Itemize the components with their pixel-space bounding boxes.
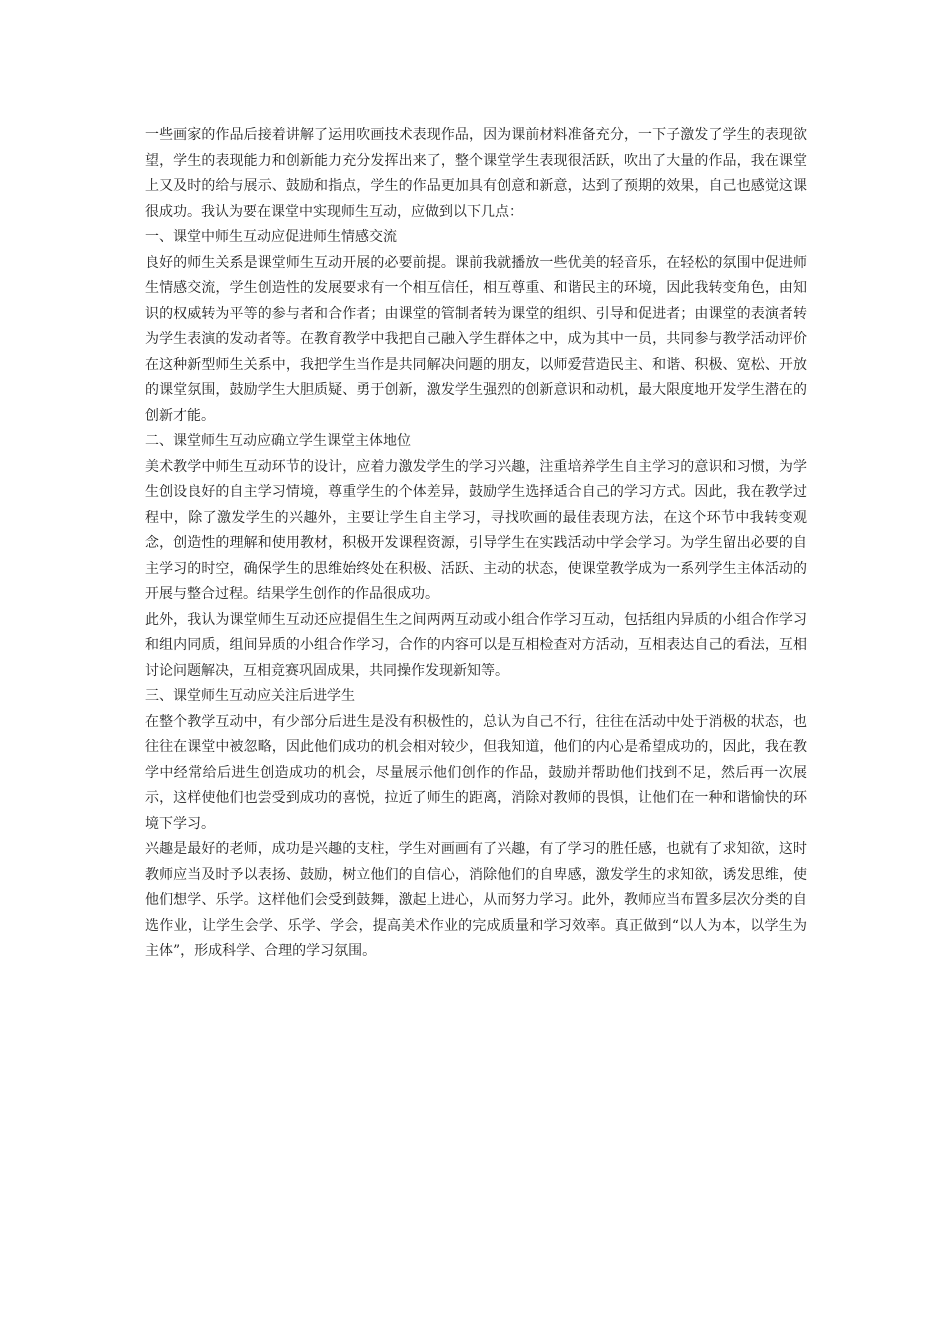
paragraph-section-3-a: 在整个教学互动中，有少部分后进生是没有积极性的，总认为自己不行，往往在活动中处于消极的状态，也往往在课堂中被忽略，因此他们成功的机会相对较少，但我知道，他们的内心是希望成功的，因此，我在教学中经常给后进生创造成功的机会，尽量展示他们创作的作品，鼓励并帮助他们找到不足，然后再一次展示，这样使他们也尝受到成功的喜悦，拉近了师生的距离，消除对教师的畏惧，让他们在一种和谐愉快的环境下学习。 [145, 713, 807, 832]
paragraph-intro: 一些画家的作品后接着讲解了运用吹画技术表现作品，因为课前材料准备充分，一下子激发了学生的表现欲望，学生的表现能力和创新能力充分发挥出来了，整个课堂学生表现很活跃，吹出了大量的作品，我在课堂上又及时的给与展示、鼓励和指点，学生的作品更加具有创意和新意，达到了预期的效果，自己也感觉这课很成功。我认为要在课堂中实现师生互动，应做到以下几点： [145, 127, 807, 220]
section-heading-2: 二、课堂师生互动应确立学生课堂主体地位 [145, 433, 411, 449]
document-page [145, 123, 807, 965]
paragraph-section-2-b: 此外，我认为课堂师生互动还应提倡生生之间两两互动或小组合作学习互动，包括组内异质的小组合作学习和组内同质，组间异质的小组合作学习，合作的内容可以是互相检查对方活动，互相表达自己的看法，互相讨论问题解决，互相竞赛巩固成果，共同操作发现新知等。 [145, 611, 807, 679]
section-heading-3: 三、课堂师生互动应关注后进学生 [145, 688, 355, 704]
paragraph-conclusion: 兴趣是最好的老师，成功是兴趣的支柱，学生对画画有了兴趣，有了学习的胜任感，也就有了求知欲，这时教师应当及时予以表扬、鼓励，树立他们的自信心，消除他们的自卑感，激发学生的求知欲，诱发思维，使他们想学、乐学。这样他们会受到鼓舞，激起上进心，从而努力学习。此外，教师应当布置多层次分类的自选作业，让学生会学、乐学、学会，提高美术作业的完成质量和学习效率。真正做到“以人为本，以学生为主体”，形成科学、合理的学习氛围。 [145, 841, 807, 959]
paragraph-section-1: 良好的师生关系是课堂师生互动开展的必要前提。课前我就播放一些优美的轻音乐，在轻松的氛围中促进师生情感交流，学生创造性的发展要求有一个相互信任，相互尊重、和谐民主的环境，因此我转变角色，由知识的权威转为平等的参与者和合作者；由课堂的管制者转为课堂的组织、引导和促进者；由课堂的表演者转为学生表演的发动者等。在教育教学中我把自己融入学生群体之中，成为其中一员，共同参与教学活动评价在这种新型师生关系中，我把学生当作是共同解决问题的朋友，以师爱营造民主、和谐、积极、宽松、开放的课堂氛围，鼓励学生大胆质疑、勇于创新，激发学生强烈的创新意识和动机，最大限度地开发学生潜在的创新才能。 [145, 254, 807, 424]
paragraph-section-2-a: 美术教学中师生互动环节的设计，应着力激发学生的学习兴趣，注重培养学生自主学习的意识和习惯，为学生创设良好的自主学习情境，尊重学生的个体差异，鼓励学生选择适合自己的学习方式。因此，我在教学过程中，除了激发学生的兴趣外，主要让学生自主学习，寻找吹画的最佳表现方法，在这个环节中我转变观念，创造性的理解和使用教材，积极开发课程资源，引导学生在实践活动中学会学习。为学生留出必要的自主学习的时空，确保学生的思维始终处在积极、活跃、主动的状态，使课堂教学成为一系列学生主体活动的开展与整合过程。结果学生创作的作品很成功。 [145, 458, 807, 602]
section-heading-1: 一、课堂中师生互动应促进师生情感交流 [145, 229, 397, 245]
